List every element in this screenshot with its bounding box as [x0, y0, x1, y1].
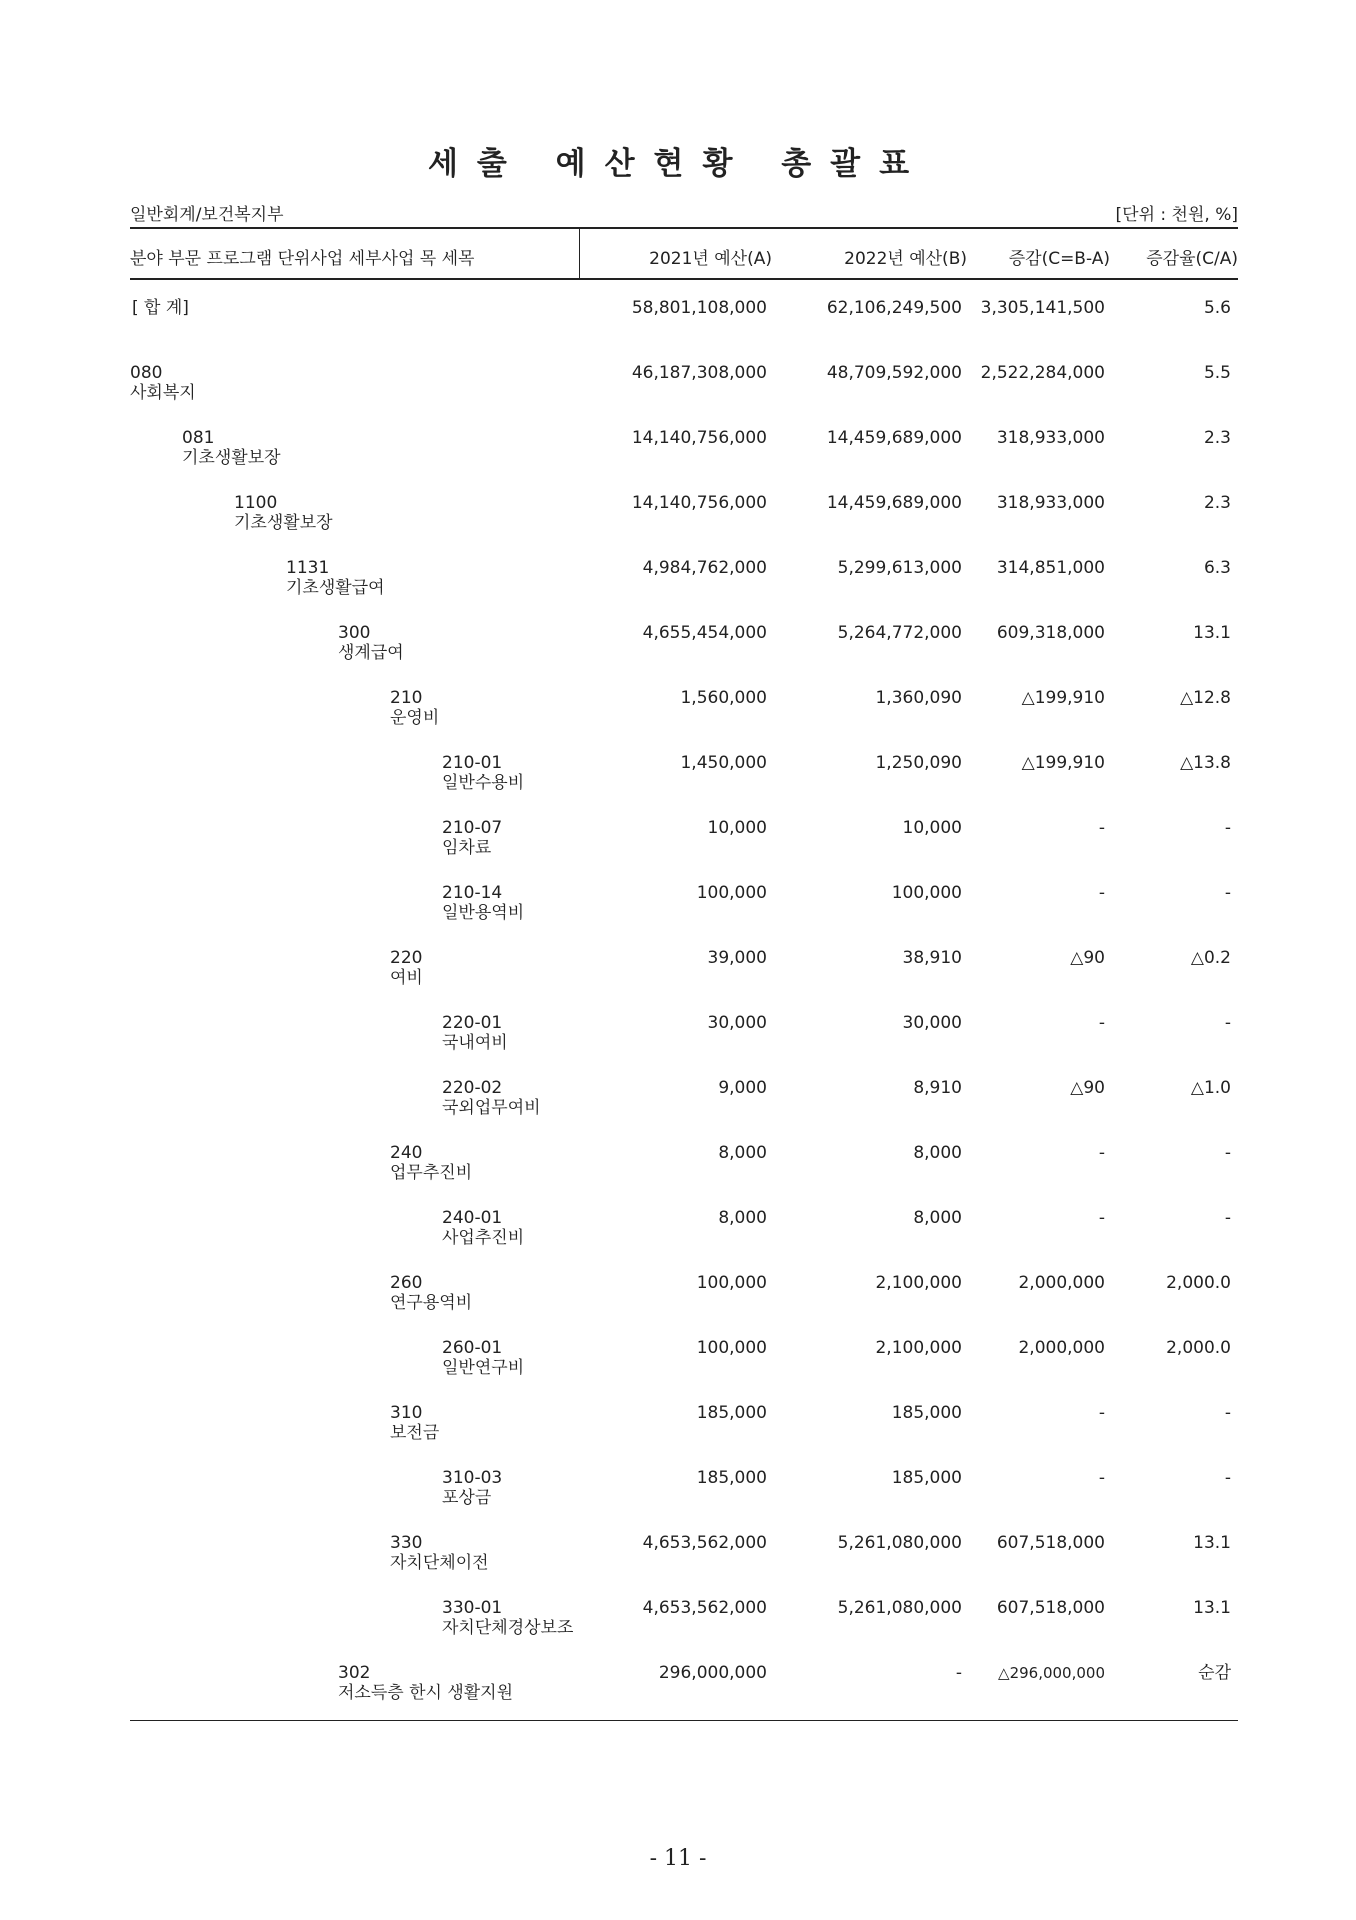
total-row	[0, 298, 1356, 358]
row-code: 310	[390, 1403, 423, 1423]
total-change: 3,305,141,500	[980, 298, 1105, 318]
header-change: 증감(C=B-A)	[1008, 249, 1110, 269]
total-label: [ 합 계]	[132, 298, 189, 318]
row-name: 국외업무여비	[442, 1098, 541, 1118]
row-budget-2022: 1,360,090	[875, 688, 962, 708]
row-change-rate: 6.3	[1203, 558, 1231, 578]
row-name: 기초생활보장	[182, 448, 281, 468]
table-row	[0, 1273, 1356, 1333]
row-name: 일반연구비	[442, 1358, 525, 1378]
row-change: -	[1098, 1403, 1105, 1423]
row-name: 여비	[390, 968, 423, 988]
header-budget-2021: 2021년 예산(A)	[649, 249, 772, 269]
row-name: 일반수용비	[442, 773, 525, 793]
row-change: △296,000,000	[998, 1664, 1105, 1682]
row-change-rate: △13.8	[1180, 753, 1231, 773]
row-change: 2,000,000	[1018, 1338, 1105, 1358]
row-budget-2022: 8,000	[913, 1208, 962, 1228]
row-code: 240-01	[442, 1208, 503, 1228]
row-name: 국내여비	[442, 1033, 508, 1053]
row-change-rate: △1.0	[1190, 1078, 1231, 1098]
row-budget-2021: 1,560,000	[680, 688, 767, 708]
row-budget-2021: 100,000	[696, 883, 767, 903]
row-budget-2022: 8,000	[913, 1143, 962, 1163]
row-change-rate: △12.8	[1180, 688, 1231, 708]
row-change-rate: 5.5	[1203, 363, 1231, 383]
table-bottom-rule	[130, 1720, 1238, 1721]
row-code: 1100	[234, 493, 278, 513]
row-change: △199,910	[1021, 688, 1105, 708]
row-change-rate: 2.3	[1203, 493, 1231, 513]
row-budget-2021: 185,000	[696, 1468, 767, 1488]
row-change: 318,933,000	[996, 428, 1105, 448]
total-budget-2021: 58,801,108,000	[631, 298, 767, 318]
row-budget-2021: 4,984,762,000	[642, 558, 767, 578]
row-budget-2021: 39,000	[707, 948, 767, 968]
row-budget-2022: 2,100,000	[875, 1338, 962, 1358]
row-name: 연구용역비	[390, 1293, 473, 1313]
table-row	[0, 753, 1356, 813]
row-change-rate: △0.2	[1190, 948, 1231, 968]
row-change: -	[1098, 1208, 1105, 1228]
row-change-rate: -	[1224, 1468, 1231, 1488]
row-code: 1131	[286, 558, 330, 578]
row-budget-2022: 185,000	[891, 1403, 962, 1423]
row-code: 220-02	[442, 1078, 503, 1098]
row-change: △90	[1070, 948, 1105, 968]
row-budget-2022: 2,100,000	[875, 1273, 962, 1293]
total-budget-2022: 62,106,249,500	[826, 298, 962, 318]
row-name: 보전금	[390, 1423, 440, 1443]
row-budget-2021: 4,655,454,000	[642, 623, 767, 643]
row-budget-2022: 5,264,772,000	[837, 623, 962, 643]
row-code: 240	[390, 1143, 423, 1163]
page-number: - 11 -	[649, 1846, 707, 1871]
row-change-rate: -	[1224, 1403, 1231, 1423]
row-budget-2021: 14,140,756,000	[631, 428, 767, 448]
row-budget-2021: 100,000	[696, 1338, 767, 1358]
header-bottom-rule	[130, 278, 1238, 280]
row-name: 저소득층 한시 생활지원	[338, 1683, 514, 1703]
row-code: 220	[390, 948, 423, 968]
row-change-rate: -	[1224, 1013, 1231, 1033]
row-code: 330-01	[442, 1598, 503, 1618]
row-change-rate: -	[1224, 818, 1231, 838]
row-budget-2022: 10,000	[902, 818, 962, 838]
row-change: 607,518,000	[996, 1598, 1105, 1618]
row-code: 210	[390, 688, 423, 708]
row-change-rate: 순감	[1198, 1663, 1231, 1683]
total-change-rate: 5.6	[1203, 298, 1231, 318]
account-label: 일반회계/보건복지부	[130, 205, 284, 225]
table-row	[0, 1338, 1356, 1398]
row-name: 운영비	[390, 708, 440, 728]
header-divider	[579, 227, 580, 279]
row-change: 2,000,000	[1018, 1273, 1105, 1293]
row-change-rate: 13.1	[1193, 623, 1231, 643]
row-budget-2022: 38,910	[902, 948, 962, 968]
row-change: 609,318,000	[996, 623, 1105, 643]
table-row	[0, 558, 1356, 618]
row-budget-2021: 8,000	[718, 1208, 767, 1228]
row-name: 자치단체경상보조	[442, 1618, 574, 1638]
table-row	[0, 1143, 1356, 1203]
row-change: -	[1098, 1143, 1105, 1163]
row-budget-2021: 100,000	[696, 1273, 767, 1293]
row-code: 310-03	[442, 1468, 503, 1488]
row-name: 일반용역비	[442, 903, 525, 923]
row-name: 기초생활급여	[286, 578, 385, 598]
row-budget-2022: -	[955, 1663, 962, 1683]
row-change-rate: 2,000.0	[1166, 1273, 1231, 1293]
table-row	[0, 948, 1356, 1008]
row-change-rate: 2,000.0	[1166, 1338, 1231, 1358]
row-budget-2021: 9,000	[718, 1078, 767, 1098]
header-category: 분야 부문 프로그램 단위사업 세부사업 목 세목	[130, 249, 475, 269]
row-name: 업무추진비	[390, 1163, 473, 1183]
table-row	[0, 883, 1356, 943]
row-budget-2021: 185,000	[696, 1403, 767, 1423]
row-budget-2022: 48,709,592,000	[826, 363, 962, 383]
row-code: 260-01	[442, 1338, 503, 1358]
table-top-rule	[130, 227, 1238, 229]
table-row	[0, 1598, 1356, 1658]
header-budget-2022: 2022년 예산(B)	[844, 249, 967, 269]
row-name: 자치단체이전	[390, 1553, 489, 1573]
table-row	[0, 623, 1356, 683]
table-row	[0, 428, 1356, 488]
row-budget-2022: 5,299,613,000	[837, 558, 962, 578]
row-budget-2022: 1,250,090	[875, 753, 962, 773]
row-name: 임차료	[442, 838, 492, 858]
row-change-rate: -	[1224, 1143, 1231, 1163]
row-budget-2022: 14,459,689,000	[826, 428, 962, 448]
row-budget-2022: 8,910	[913, 1078, 962, 1098]
row-change: -	[1098, 1013, 1105, 1033]
row-change-rate: 13.1	[1193, 1598, 1231, 1618]
table-row	[0, 363, 1356, 423]
row-name: 생계급여	[338, 643, 404, 663]
row-budget-2022: 100,000	[891, 883, 962, 903]
header-change-rate: 증감율(C/A)	[1146, 249, 1238, 269]
row-change: 607,518,000	[996, 1533, 1105, 1553]
row-budget-2021: 8,000	[718, 1143, 767, 1163]
row-budget-2022: 14,459,689,000	[826, 493, 962, 513]
table-row	[0, 1468, 1356, 1528]
row-change-rate: -	[1224, 1208, 1231, 1228]
table-row	[0, 688, 1356, 748]
table-row	[0, 818, 1356, 878]
row-code: 302	[338, 1663, 371, 1683]
row-code: 210-01	[442, 753, 503, 773]
row-code: 081	[182, 428, 215, 448]
row-budget-2022: 185,000	[891, 1468, 962, 1488]
row-budget-2021: 4,653,562,000	[642, 1533, 767, 1553]
row-code: 300	[338, 623, 371, 643]
row-change-rate: -	[1224, 883, 1231, 903]
row-change: -	[1098, 818, 1105, 838]
table-row	[0, 1663, 1356, 1723]
table-row	[0, 1078, 1356, 1138]
row-budget-2021: 14,140,756,000	[631, 493, 767, 513]
row-change: △199,910	[1021, 753, 1105, 773]
table-row	[0, 1013, 1356, 1073]
row-budget-2021: 30,000	[707, 1013, 767, 1033]
row-budget-2022: 5,261,080,000	[837, 1533, 962, 1553]
row-code: 210-07	[442, 818, 503, 838]
row-name: 기초생활보장	[234, 513, 333, 533]
row-change-rate: 2.3	[1203, 428, 1231, 448]
table-row	[0, 1208, 1356, 1268]
row-budget-2021: 10,000	[707, 818, 767, 838]
table-row	[0, 1403, 1356, 1463]
row-change: -	[1098, 1468, 1105, 1488]
row-budget-2022: 30,000	[902, 1013, 962, 1033]
table-row	[0, 1533, 1356, 1593]
unit-label: [단위 : 천원, %]	[1115, 205, 1238, 225]
row-change: 2,522,284,000	[980, 363, 1105, 383]
row-change: △90	[1070, 1078, 1105, 1098]
row-budget-2021: 46,187,308,000	[631, 363, 767, 383]
row-change: 318,933,000	[996, 493, 1105, 513]
row-change-rate: 13.1	[1193, 1533, 1231, 1553]
row-code: 330	[390, 1533, 423, 1553]
row-change: 314,851,000	[996, 558, 1105, 578]
row-budget-2021: 296,000,000	[658, 1663, 767, 1683]
table-row	[0, 493, 1356, 553]
row-code: 260	[390, 1273, 423, 1293]
row-name: 사업추진비	[442, 1228, 525, 1248]
row-change: -	[1098, 883, 1105, 903]
row-code: 080	[130, 363, 163, 383]
row-budget-2022: 5,261,080,000	[837, 1598, 962, 1618]
row-code: 210-14	[442, 883, 503, 903]
row-budget-2021: 4,653,562,000	[642, 1598, 767, 1618]
row-budget-2021: 1,450,000	[680, 753, 767, 773]
row-name: 포상금	[442, 1488, 492, 1508]
page-title: 세출 예산현황 총괄표	[427, 146, 929, 182]
row-code: 220-01	[442, 1013, 503, 1033]
row-name: 사회복지	[130, 383, 196, 403]
